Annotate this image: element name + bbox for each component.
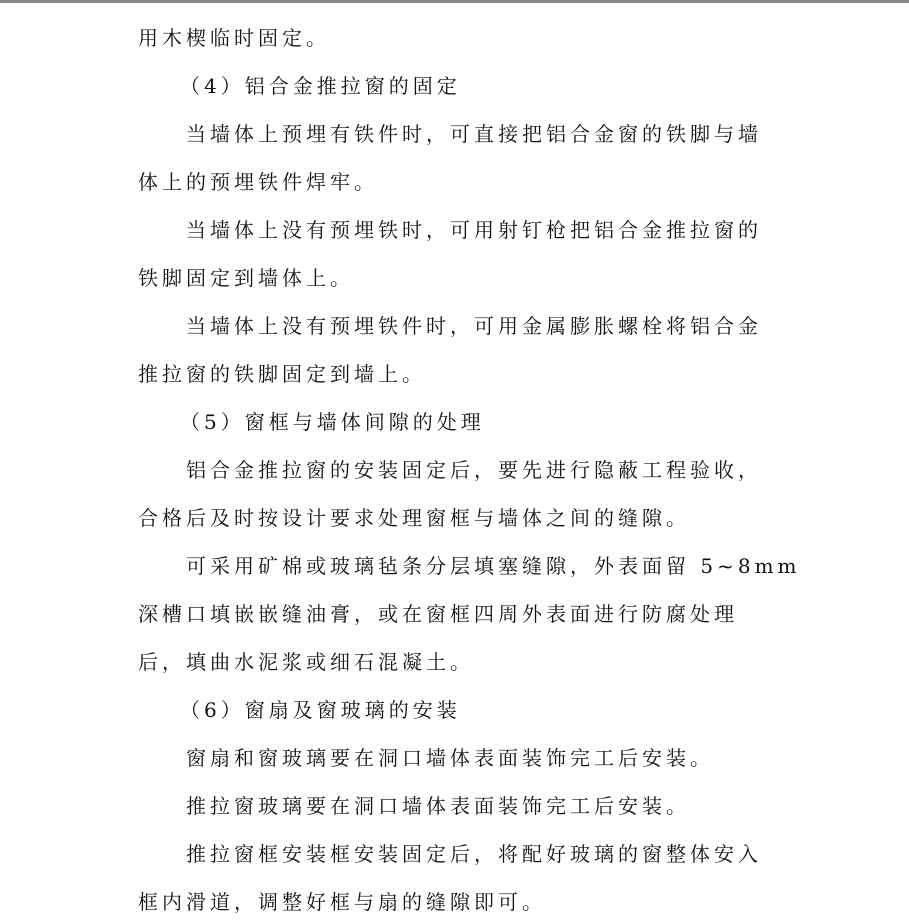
text-line-19: 框内滑道，调整好框与扇的缝隙即可。 [138, 890, 546, 914]
text-line-11: 合格后及时按设计要求处理窗框与墙体之间的缝隙。 [138, 506, 690, 530]
text-line-13: 深槽口填嵌嵌缝油膏，或在窗框四周外表面进行防腐处理 [138, 602, 738, 626]
text-line-1: 用木楔临时固定。 [138, 26, 330, 50]
text-line-14: 后，填曲水泥浆或细石混凝土。 [138, 650, 474, 674]
section-heading-4: （4）铝合金推拉窗的固定 [180, 74, 461, 98]
text-line-10: 铝合金推拉窗的安装固定后，要先进行隐蔽工程验收， [186, 458, 762, 482]
text-line-3: 当墙体上预埋有铁件时，可直接把铝合金窗的铁脚与墙 [186, 122, 762, 146]
text-line-4: 体上的预埋铁件焊牢。 [138, 170, 378, 194]
text-line-12: 可采用矿棉或玻璃毡条分层填塞缝隙，外表面留 5~8mm [186, 554, 801, 578]
text-line-6: 铁脚固定到墙体上。 [138, 266, 354, 290]
text-line-16: 窗扇和窗玻璃要在洞口墙体表面装饰完工后安装。 [186, 746, 714, 770]
top-divider [0, 0, 909, 3]
section-heading-5: （5）窗框与墙体间隙的处理 [180, 410, 485, 434]
text-line-5: 当墙体上没有预埋铁时，可用射钉枪把铝合金推拉窗的 [186, 218, 762, 242]
text-line-7: 当墙体上没有预埋铁件时，可用金属膨胀螺栓将铝合金 [186, 314, 762, 338]
text-line-18: 推拉窗框安装框安装固定后，将配好玻璃的窗整体安入 [186, 842, 762, 866]
text-line-17: 推拉窗玻璃要在洞口墙体表面装饰完工后安装。 [186, 794, 690, 818]
text-line-8: 推拉窗的铁脚固定到墙上。 [138, 362, 426, 386]
section-heading-6: （6）窗扇及窗玻璃的安装 [180, 698, 461, 722]
